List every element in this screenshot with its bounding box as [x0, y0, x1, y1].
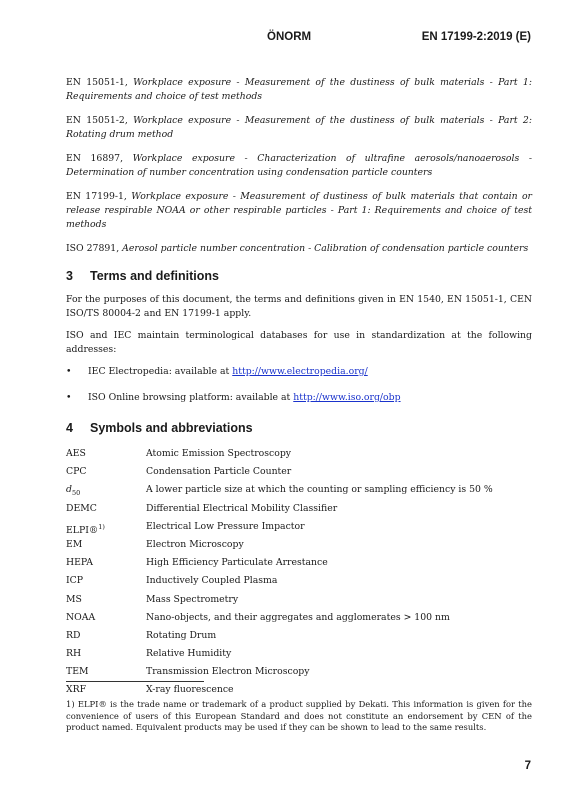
table-row: XRF X-ray fluorescence [66, 684, 234, 696]
reference-item: EN 15051-1, Workplace exposure - Measurement of the dustiness of bulk materials - Part 1: Requirements and choice of test methods [66, 77, 532, 102]
reference-item: ISO 27891, Aerosol particle number concentration - Calibration of condensation particle counters [66, 243, 529, 254]
section-title: Terms and definitions [90, 269, 219, 283]
table-row: NOAA Nano-objects, and their aggregates and agglomerates > 100 nm [66, 611, 450, 623]
reference-item: EN 17199-1, Workplace exposure - Measurement of dustiness of bulk materials that contain or release respirable NOAA or other respirable particles - Part 1: Requirements and choice of test methods [66, 191, 532, 230]
table-row: RH Relative Humidity [66, 648, 232, 660]
section-3-para-2: ISO and IEC maintain terminological databases for use in standardization at the following addresses: [66, 330, 532, 355]
section-4-heading [66, 421, 532, 435]
table-row: HEPA High Efficiency Particulate Arrestance [66, 557, 328, 569]
table-row: CPC Condensation Particle Counter [66, 466, 292, 478]
list-item: • IEC Electropedia: available at http://www.electropedia.org/ [66, 366, 368, 377]
header-doc-id: EN 17199-2:2019 (E) [421, 31, 531, 43]
list-item: • ISO Online browsing platform: available at http://www.iso.org/obp [66, 392, 401, 403]
table-row: $d_{50}$ A lower particle size at which the counting or sampling efficiency is 50 % [66, 484, 493, 498]
electropedia-link[interactable]: http://www.electropedia.org/ [232, 366, 368, 377]
table-row: DEMC Differential Electrical Mobility Classifier [66, 502, 338, 514]
section-number: 4 [66, 421, 73, 435]
section-number: 3 [66, 269, 73, 283]
table-row: AES Atomic Emission Spectroscopy [66, 448, 292, 459]
table-row: MS Mass Spectrometry [66, 593, 239, 605]
bullet-icon: • [66, 392, 72, 403]
references-list [66, 76, 532, 256]
section-3-para-1: For the purposes of this document, the terms and definitions given in EN 1540, EN 15051-1, CEN ISO/TS 80004-2 and EN 17199-1 apply. [66, 294, 532, 319]
symbols-table [66, 445, 532, 700]
table-row: ICP Inductively Coupled Plasma [66, 575, 278, 587]
footnote-divider [66, 681, 204, 682]
bullet-icon: • [66, 366, 72, 377]
table-row: TEM Transmission Electron Microscopy [66, 666, 310, 678]
page-content [66, 76, 532, 700]
terminology-links [66, 365, 532, 405]
reference-item: EN 15051-2, Workplace exposure - Measurement of the dustiness of bulk materials - Part 2: Rotating drum method [66, 115, 532, 140]
iso-obp-link[interactable]: http://www.iso.org/obp [293, 392, 401, 403]
reference-item: EN 16897, Workplace exposure - Characterization of ultrafine aerosols/nanoaerosols - Determination of number concentration using condensation particle counters [66, 153, 532, 178]
header-standard: ÖNORM [267, 31, 312, 43]
section-title: Symbols and abbreviations [90, 421, 253, 435]
section-3-heading [66, 269, 532, 283]
table-row: ELPI®$^{1)}$ Electrical Low Pressure Impactor [66, 520, 305, 536]
footnote: 1) ELPI® is the trade name or trademark of a product supplied by Dekati. This information is given for the convenience of users of this European Standard and does not constitute an endorsement by CEN of the product named. Equivalent products may be used if they can be shown to lead to the same results. [66, 699, 532, 732]
table-row: EM Electron Microscopy [66, 538, 244, 550]
table-row: RD Rotating Drum [66, 629, 217, 641]
page-number: 7 [524, 760, 531, 772]
